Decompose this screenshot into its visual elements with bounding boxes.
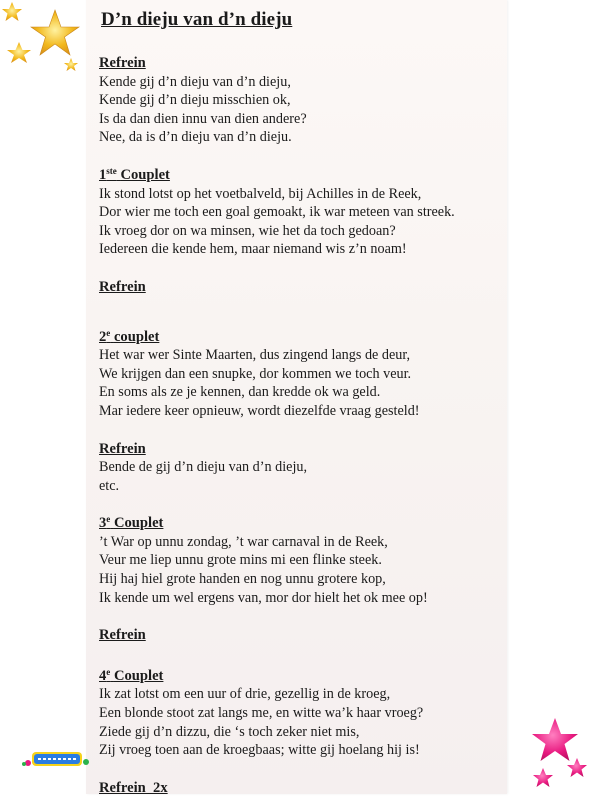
section-heading: Refrein bbox=[99, 440, 146, 457]
heading-word: Couplet bbox=[113, 515, 164, 532]
star-icon bbox=[2, 2, 22, 21]
section-refrain-1 bbox=[99, 54, 507, 147]
lyric-line: En soms als ze je kennen, dan kredde ok wa geld. bbox=[99, 384, 381, 401]
lyric-line: Bende de gij d’n dieju van d’n dieju, bbox=[99, 459, 308, 476]
lyric-line: Een blonde stoot zat langs me, en witte wa’k haar vroeg? bbox=[99, 705, 424, 722]
heading-number: 2 bbox=[99, 328, 107, 345]
section-refrain-3 bbox=[99, 440, 507, 496]
lyric-line: ’t War op unnu zondag, ’t war carnaval in de Reek, bbox=[99, 533, 388, 550]
section-refrain-2 bbox=[99, 278, 507, 297]
heading-word: couplet bbox=[113, 328, 160, 345]
lyric-line: Ik zat lotst om een uur of drie, gezellig in de kroeg, bbox=[99, 686, 391, 703]
section-refrain-final bbox=[99, 779, 507, 797]
star-icon bbox=[7, 42, 31, 63]
star-icon bbox=[567, 758, 587, 777]
heading-word: Couplet bbox=[113, 667, 164, 684]
star-icon bbox=[533, 768, 553, 787]
section-heading bbox=[99, 166, 507, 185]
heading-number: 3 bbox=[99, 515, 107, 532]
lyric-line: We krijgen dan een snupke, dor kommen we toch veur. bbox=[99, 365, 412, 382]
heading-word: Couplet bbox=[120, 166, 170, 183]
lyric-line: Ziede gij d’n dizzu, die ‘s toch zeker niet mis, bbox=[99, 723, 360, 740]
section-heading: Refrein 2x bbox=[99, 779, 168, 796]
section-couplet-4 bbox=[99, 667, 507, 760]
star-icon bbox=[31, 10, 79, 55]
heading-superscript: e bbox=[106, 514, 111, 525]
heading-number: 4 bbox=[99, 667, 107, 684]
section-heading: Refrein bbox=[99, 278, 146, 295]
lyric-line: Hij haj hiel grote handen en nog unnu grotere kop, bbox=[99, 571, 386, 588]
heading-superscript: e bbox=[106, 666, 111, 677]
heading-superscript: e bbox=[106, 327, 111, 338]
section-heading: Refrein bbox=[99, 55, 146, 71]
lyric-line: etc. bbox=[99, 477, 120, 494]
lyric-line: Is da dan dien innu van dien andere? bbox=[99, 110, 307, 127]
section-heading bbox=[99, 328, 507, 347]
section-couplet-1 bbox=[99, 166, 507, 259]
star-icon bbox=[64, 58, 78, 71]
pink-stars-decoration bbox=[515, 712, 595, 794]
lyric-line: Kende gij d’n dieju misschien ok, bbox=[99, 92, 291, 109]
lyric-line: Iedereen die kende hem, maar niemand wis z’n noam! bbox=[99, 241, 407, 258]
page-title: D’n dieju van d’n dieju bbox=[101, 9, 293, 30]
section-heading: Refrein bbox=[99, 627, 146, 644]
lyric-line: Ik stond lotst op het voetbalveld, bij Achilles in de Reek, bbox=[99, 185, 422, 202]
section-heading bbox=[99, 667, 507, 686]
lyric-line: Het war wer Sinte Maarten, dus zingend langs de deur, bbox=[99, 347, 411, 364]
lyric-line: Kende gij d’n dieju van d’n dieju, bbox=[99, 73, 291, 90]
lyric-line: Zij vroeg toen aan de kroegbaas; witte gij hoelang hij is! bbox=[99, 742, 420, 759]
heading-superscript: ste bbox=[106, 165, 117, 176]
gold-stars-decoration bbox=[0, 0, 86, 80]
small-colorful-logo-icon bbox=[18, 748, 92, 770]
lyric-line: Ik kende um wel ergens van, mor dor hielt het ok mee op! bbox=[99, 589, 428, 606]
lyric-line: Mar iedere keer opnieuw, wordt diezelfde vraag gesteld! bbox=[99, 402, 420, 419]
lyric-line: Nee, da is d’n dieju van d’n dieju. bbox=[99, 129, 292, 146]
star-icon bbox=[532, 718, 578, 761]
song-lyrics-document bbox=[99, 8, 507, 797]
heading-number: 1 bbox=[99, 166, 107, 183]
lyric-line: Dor wier me toch een goal gemoakt, ik war meteen van streek. bbox=[99, 204, 455, 221]
section-refrain-4 bbox=[99, 626, 507, 645]
section-couplet-2 bbox=[99, 328, 507, 421]
section-couplet-3 bbox=[99, 514, 507, 607]
lyric-line: Veur me liep unnu grote mins mi een flinke steek. bbox=[99, 552, 382, 569]
section-heading bbox=[99, 514, 507, 533]
lyric-line: Ik vroeg dor on wa minsen, wie het da toch gedoan? bbox=[99, 222, 396, 239]
